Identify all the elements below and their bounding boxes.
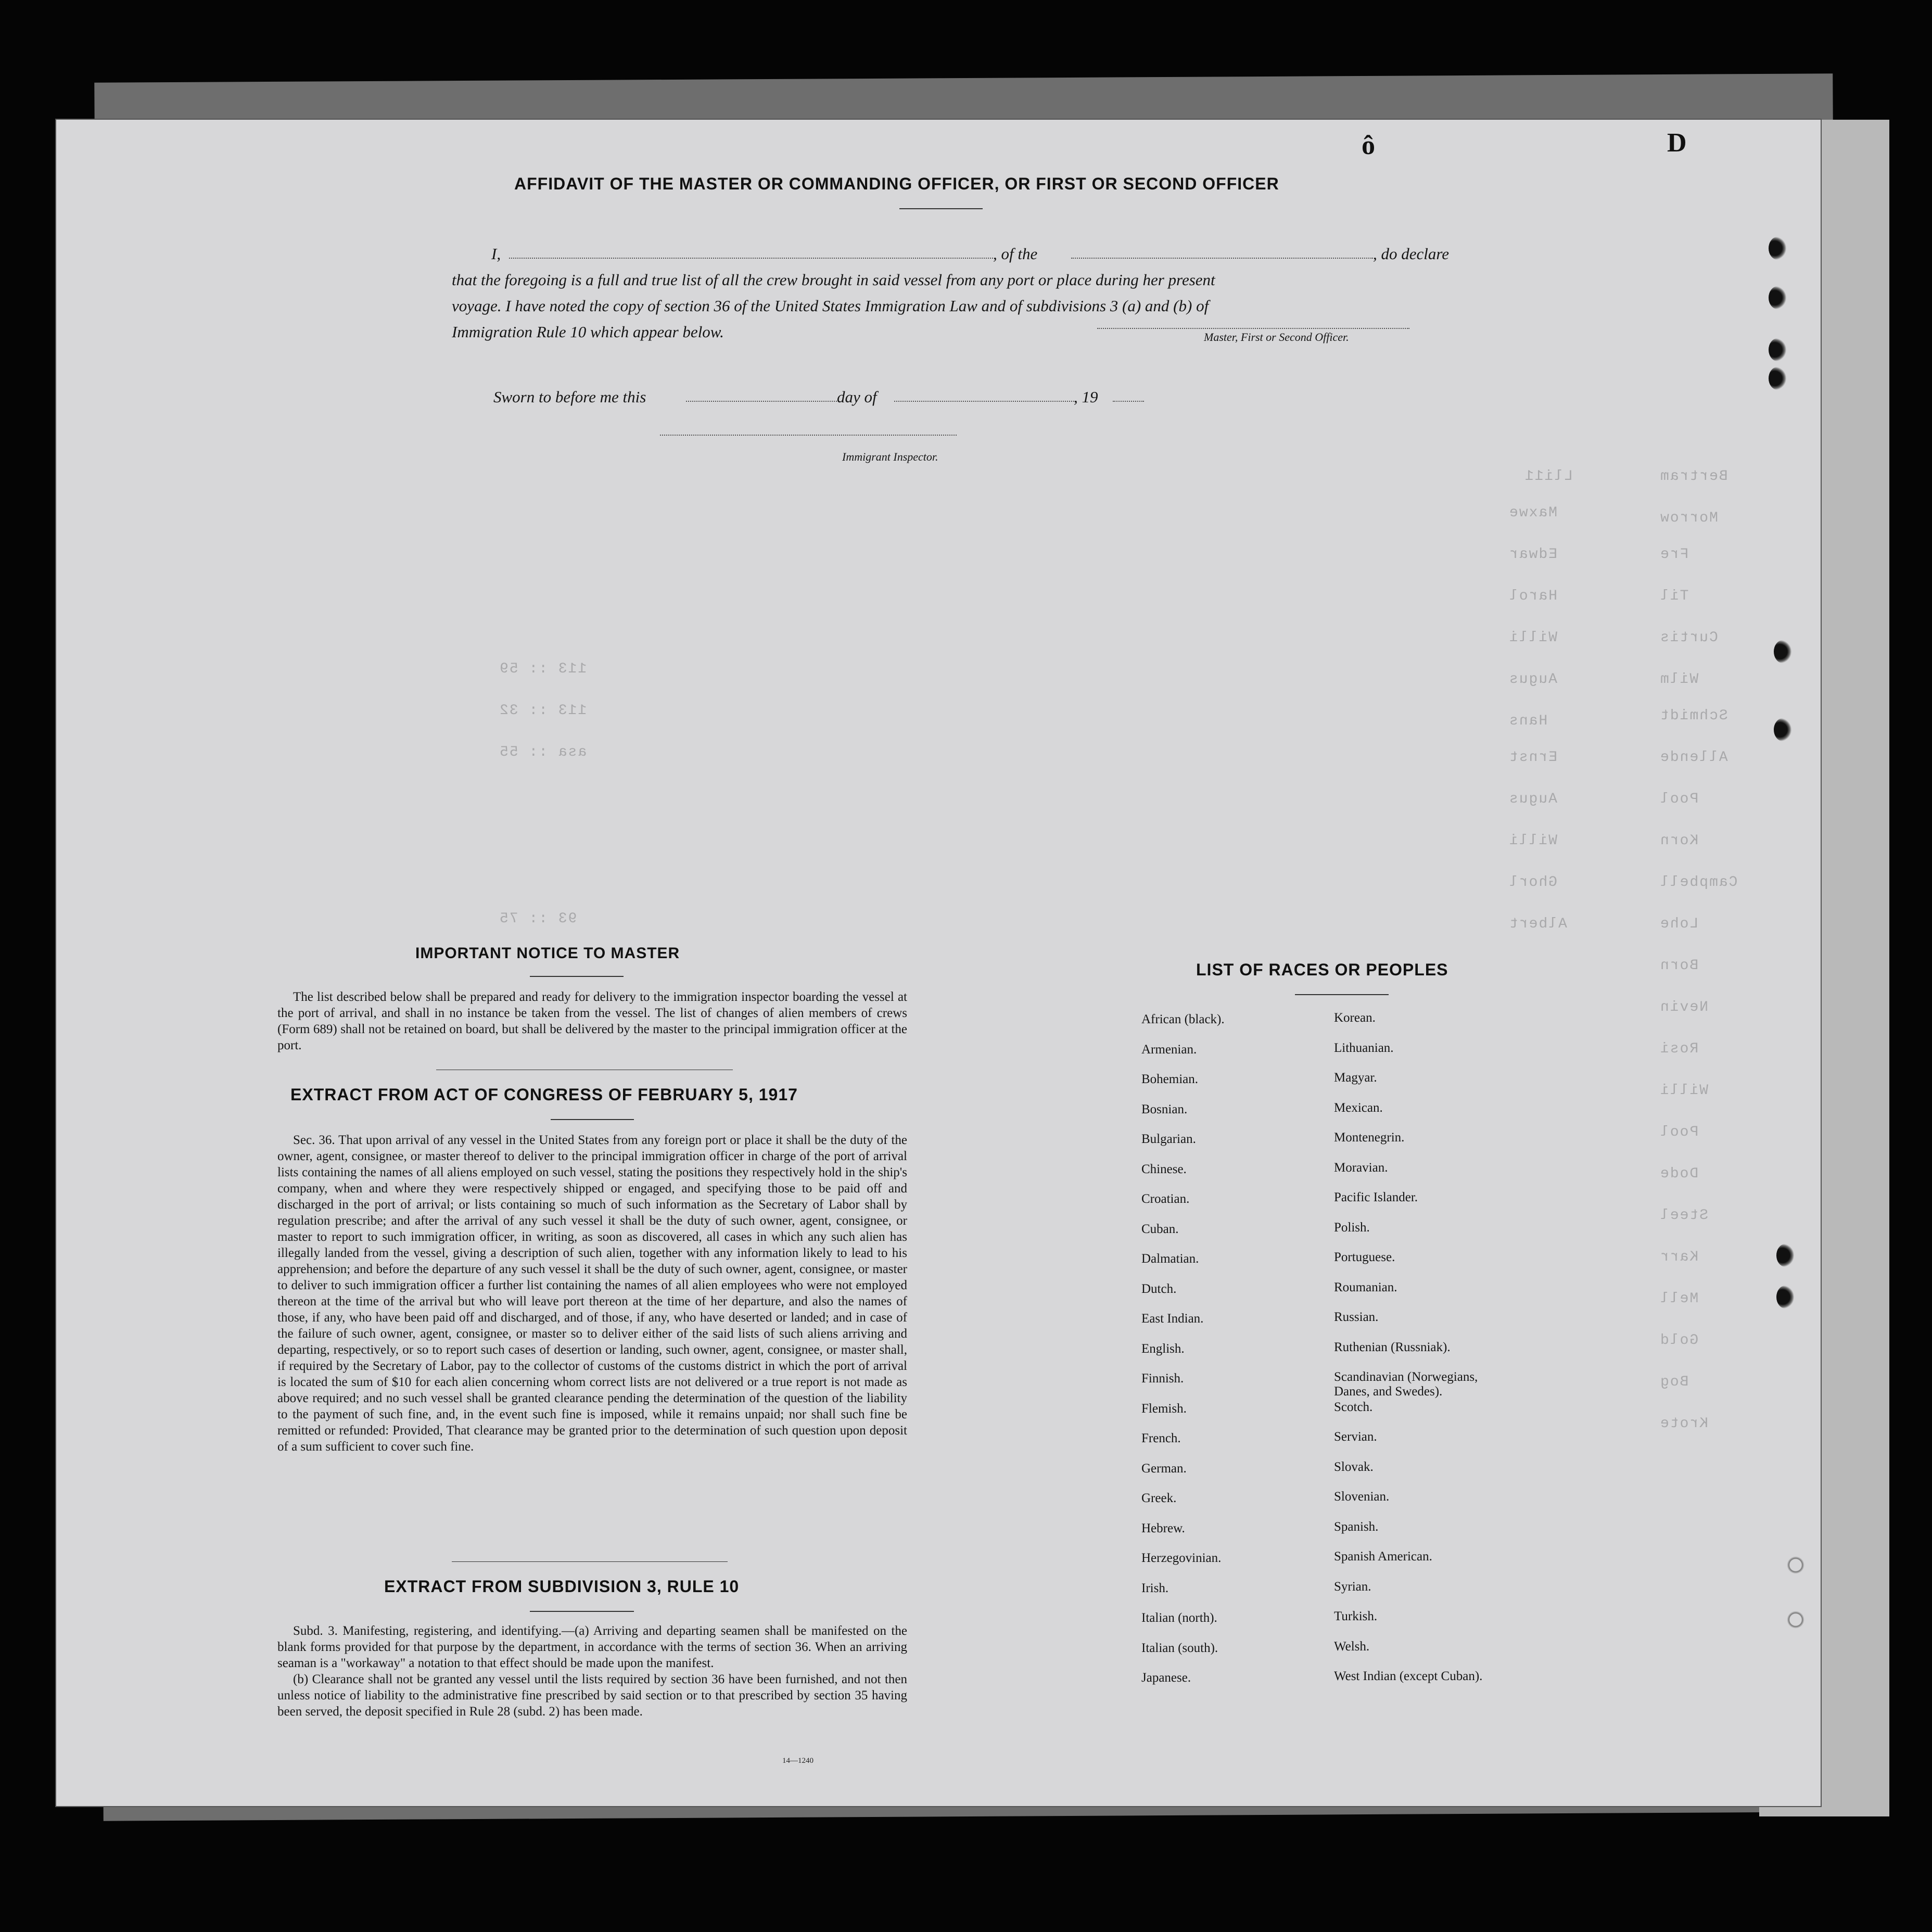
race-item: Japanese. [1141,1671,1191,1685]
affidavit-title: AFFIDAVIT OF THE MASTER OR COMMANDING OFFICER, OR FIRST OR SECOND OFFICER [514,174,1279,193]
race-item: German. [1141,1461,1187,1476]
race-item: Croatian. [1141,1192,1190,1206]
race-item: Bosnian. [1141,1102,1188,1116]
rule-text: Subd. 3. Manifesting, registering, and identifying.—(a) Arriving and departing seamen shall be manifested on the blank forms provided for that purpose by the department, in accordance with the terms of section 36. When an arriving seaman is a "workaway" a notation to that effect should be made upon the manifest. (b) Clearance shall not be granted any vessel until the lists required by section 36 have been furnished, and not then unless notice of liability to the administrative fine prescribed by said section or to that prescribed by section 35 having been served, the deposit specified in Rule 28 (subd. 2) has been made. [277,1624,907,1719]
race-item: Italian (north). [1141,1611,1217,1625]
punch-hole [1769,286,1786,309]
race-item: French. [1141,1431,1181,1445]
month-line [894,401,1076,402]
race-item: Bulgarian. [1141,1132,1196,1146]
act-text: Sec. 36. That upon arrival of any vessel in the United States from any foreign port or place it shall be the duty of the owner, agent, consignee, or master thereof to deliver to the principal immigration officer in charge of the port of arrival lists containing the names of all aliens employed on such vessel, stating the positions they respectively hold in the ship's company, when and where they were respectively shipped or engaged, and specifying those to be paid off and discharged in the port of arrival; or lists containing so much of such information as the Secretary of Labor shall by regulation prescribe; and after the arrival of any such vessel it shall be the duty of such owner, agent, consignee, or master to report to such immigration officer, in writing, as soon as discovered, all cases in which any such alien has illegally landed from the vessel, giving a description of such alien, together with any information likely to lead to his apprehension; and before the departure of any such vessel it shall be the duty of such owner, agent, consignee, or master to deliver to such immigration officer a further list containing the names of all alien employees who were not employed thereon at the time of the arrival but who will leave port thereon at the time of her departure, and also the names of those, if any, who have been paid off and discharged, and of those, if any, who have deserted or landed; and in case of the failure of such owner, agent, consignee, or master so to deliver either of the said lists of such aliens arriving and departing, respectively, or so to report such cases of desertion or landing, such owner, agent, consignee, or master shall, if required by the Secretary of Labor, pay to the collector of customs of the customs district in which the port of arrival is located the sum of $10 for each alien concerning whom correct lists are not delivered or a true report is not made as above required; and no such vessel shall be granted clearance pending the determination of the question of the liability to the payment of such fine, and, in the event such fine is imposed, while it remains unpaid; nor shall such fine be remitted or refunded: Provided, That clearance may be granted prior to the determination of such question upon deposit of a sum sufficient to cover such fine. [277,1133,907,1454]
races-title: LIST OF RACES OR PEOPLES [1196,960,1448,979]
form-number: 14—1240 [782,1757,814,1765]
race-item: Chinese. [1141,1162,1187,1176]
corner-mark-right: D [1667,128,1687,158]
title-rule [899,208,983,209]
race-item: Scotch. [1334,1400,1373,1414]
document-page: Lli11 Maxwe Edwar Harol Willi Augus Hans Ernst Augus Willi Ghorl Albert Bertram Morrow Fre Til Curtis Wilm Schmidt Allende Pool Korn Campbell Lohe Born Nevin Rosi Willi Pool Dode Steel Karr Mell Gold Bog Krote 113 :: 59 113 :: 32 asa :: 55 93 :: 75 ô D AFFIDAVIT OF THE MASTER OR COMMANDING OFFICER, OR FIRST OR SECOND OFFICER I, , of the , do declare that the foregoing is a full and true list of all the crew brought in said vessel from any port or place during her present voyage. I have noted the copy of section 36 of the United States Immigration Law and of subdivisions 3 (a) and (b) of Immigration Rule 10 which appear below. Master, First or Second Officer. Sworn to before me this day of , 19 Immigrant Inspector. IMPORTANT NOTICE TO MASTER The list described below shall be prepared and ready for delivery to the immigration inspector boarding the vessel at the port of arrival, and shall in no instance be taken from the vessel. The list of changes of alien members of crews (Form 689) shall not be retained on board, but shall be delivered by the master to the principal immigration officer at the port. EXTRACT FROM ACT OF CONGRESS OF FEBRUARY 5, 1917 Sec. 36. That upon arrival of any vessel in the United States from any foreign port or place it shall be the duty of the owner, agent, consignee, or master thereof to deliver to the principal immigration officer in charge of the port of arrival lists containing the names of all aliens employed on such vessel, stating the positions they respectively hold in the ship's company, when and where they were respectively shipped or engaged, and specifying those to be paid off and discharged in the port of arrival; or lists containing so much of such information as the Secretary of Labor shall by regulation prescribe; and after the arrival of any such vessel it shall be the duty of such owner, agent, consignee, or master to report to such immigration officer, in writing, as soon as discovered, all cases in which any such alien has illegally landed from the vessel, giving a description of such alien, together with any information likely to lead to his apprehension; and before the departure of any such vessel it shall be the duty of such owner, agent, consignee, or master to deliver to such immigration officer a further list containing the names of all alien employees who were not employed thereon at the time of the arrival but who will leave port thereon at the time of her departure, and also the names of those, if any, who have been paid off and discharged, and of those, if any, who have deserted or landed; and in case of the failure of such owner, agent, consignee, or master so to deliver either of the said lists of such aliens arriving and departing, respectively, or so to report such cases of desertion or landing, such owner, agent, consignee, or master shall, if required by the Secretary of Labor, pay to the collector of customs of the customs district in which the port of arrival is located the sum of $10 for each alien concerning whom correct lists are not delivered or a true report is not made as above required; and no such vessel shall be granted clearance pending the determination of the question of the liability to the payment of such fine, and, in the event such fine is imposed, while it remains unpaid; nor shall such fine be remitted or refunded: Provided, That clearance may be granted prior to the determination of such question upon deposit of a sum sufficient to cover such fine. EXTRACT FROM SUBDIVISION 3, RULE 10 Subd. 3. Manifesting, registering, and identifying.—(a) Arriving and departing seamen shall be manifested on the blank forms provided for that purpose by the department, in accordance with the terms of section 36. When an arriving seaman is a "workaway" a notation to that effect should be made upon the manifest. (b) Clearance shall not be granted any vessel until the lists required by section 36 have been furnished, and not then unless notice of liability to the administrative fine prescribed by said section or to that prescribed by section 35 having been served, the deposit specified in Rule 28 (subd. 2) has been made. 14—1240 LIST OF RACES OR PEOPLES African (black). Armenian. Bohemian. Bosnian. Bulgarian. Chinese. Croatian. Cuban. Dalmatian. Dutch. East Indian. English. Finnish. Flemish. French. German. Greek. Hebrew. Herzegovinian. Irish. Italian (north). Italian (south). Japanese. Korean. Lithuanian. Magyar. Mexican. Montenegrin. Moravian. Pacific Islander. Polish. Portuguese. Roumanian. Russian. Ruthenian (Russniak). Scandinavian (Norwegians, Danes, and Swedes). Scotch. Servian. Slovak. Slovenian. Spanish. Spanish American. Syrian. Turkish. Welsh. West Indian (except Cuban). [56,120,1821,1806]
punch-hole [1787,1608,1804,1631]
race-item: Irish. [1141,1581,1169,1595]
race-item: Dalmatian. [1141,1252,1199,1266]
inspector-line [660,435,957,436]
race-item: Ruthenian (Russniak). [1334,1340,1451,1354]
race-item: East Indian. [1141,1312,1204,1326]
punch-hole [1774,718,1791,741]
sworn-label: Sworn to before me this [493,388,646,406]
race-item: African (black). [1141,1012,1225,1026]
rule-title: EXTRACT FROM SUBDIVISION 3, RULE 10 [384,1577,740,1596]
race-item: Spanish American. [1334,1549,1432,1564]
races-rule [1295,994,1389,995]
year-label: , 19 [1074,388,1098,406]
race-item: Moravian. [1334,1160,1388,1175]
affidavit-of-the: , of the [993,245,1038,263]
punch-hole [1769,338,1786,361]
race-item: Russian. [1334,1310,1379,1324]
race-item: Armenian. [1141,1042,1197,1057]
signature-caption: Master, First or Second Officer. [1204,331,1349,344]
race-item: Mexican. [1334,1100,1383,1115]
act-separator [452,1561,728,1562]
race-item: Roumanian. [1334,1280,1397,1294]
race-item: Portuguese. [1334,1250,1395,1264]
punch-hole [1769,367,1786,390]
name-line [509,258,993,259]
race-item: Finnish. [1141,1371,1184,1386]
punch-hole [1787,1554,1804,1577]
race-item: Slovenian. [1334,1490,1390,1504]
race-item: Flemish. [1141,1401,1187,1416]
race-item: Lithuanian. [1334,1040,1394,1055]
affidavit-line-1: that the foregoing is a full and true list of all the crew brought in said vessel from any port or place during her present [452,271,1215,289]
affidavit-line-2: voyage. I have noted the copy of section 36 of the United States Immigration Law and of subdivisions 3 (a) and (b) of [452,297,1209,315]
race-item: Servian. [1334,1430,1377,1444]
race-item: Turkish. [1334,1609,1378,1623]
race-item: Syrian. [1334,1579,1371,1594]
race-item: Greek. [1141,1491,1177,1505]
race-item: Polish. [1334,1220,1370,1235]
punch-hole [1769,237,1786,260]
race-item: Italian (south). [1141,1641,1218,1655]
race-item: Herzegovinian. [1141,1551,1222,1565]
affidavit-i-label: I, [491,245,501,263]
race-item: Montenegrin. [1334,1130,1405,1145]
race-item: Welsh. [1334,1639,1370,1654]
punch-hole [1774,640,1791,663]
corner-mark-left: ô [1362,131,1375,160]
rule-rule [530,1611,634,1612]
sworn-day-line [686,401,837,402]
race-item: Scandinavian (Norwegians, Danes, and Swedes). [1334,1370,1478,1399]
vessel-line [1071,258,1373,259]
day-of-label: day of [837,388,877,406]
race-item: English. [1141,1341,1185,1356]
notice-text: The list described below shall be prepared and ready for delivery to the immigration inspector boarding the vessel at the port of arrival, and shall in no instance be taken from the vessel. The list of changes of alien members of crews (Form 689) shall not be retained on board, but shall be delivered by the master to the principal immigration officer at the port. [277,990,907,1052]
race-item: West Indian (except Cuban). [1334,1669,1483,1683]
notice-title: IMPORTANT NOTICE TO MASTER [415,945,680,962]
act-title: EXTRACT FROM ACT OF CONGRESS OF FEBRUARY 5, 1917 [290,1085,798,1104]
year-line [1113,401,1144,402]
punch-hole [1776,1286,1794,1308]
punch-hole [1776,1244,1794,1267]
signature-line [1097,328,1409,329]
race-item: Magyar. [1334,1071,1377,1085]
race-item: Cuban. [1141,1222,1179,1236]
act-rule [551,1119,634,1120]
race-item: Slovak. [1334,1459,1374,1474]
race-item: Korean. [1334,1011,1376,1025]
race-item: Spanish. [1334,1519,1379,1534]
affidavit-line-3: Immigration Rule 10 which appear below. [452,323,724,341]
affidavit-do-declare: , do declare [1373,245,1450,263]
race-item: Bohemian. [1141,1072,1199,1086]
notice-rule [530,976,624,977]
race-item: Pacific Islander. [1334,1190,1418,1204]
race-item: Hebrew. [1141,1521,1185,1535]
inspector-caption: Immigrant Inspector. [842,450,938,463]
race-item: Dutch. [1141,1281,1177,1296]
